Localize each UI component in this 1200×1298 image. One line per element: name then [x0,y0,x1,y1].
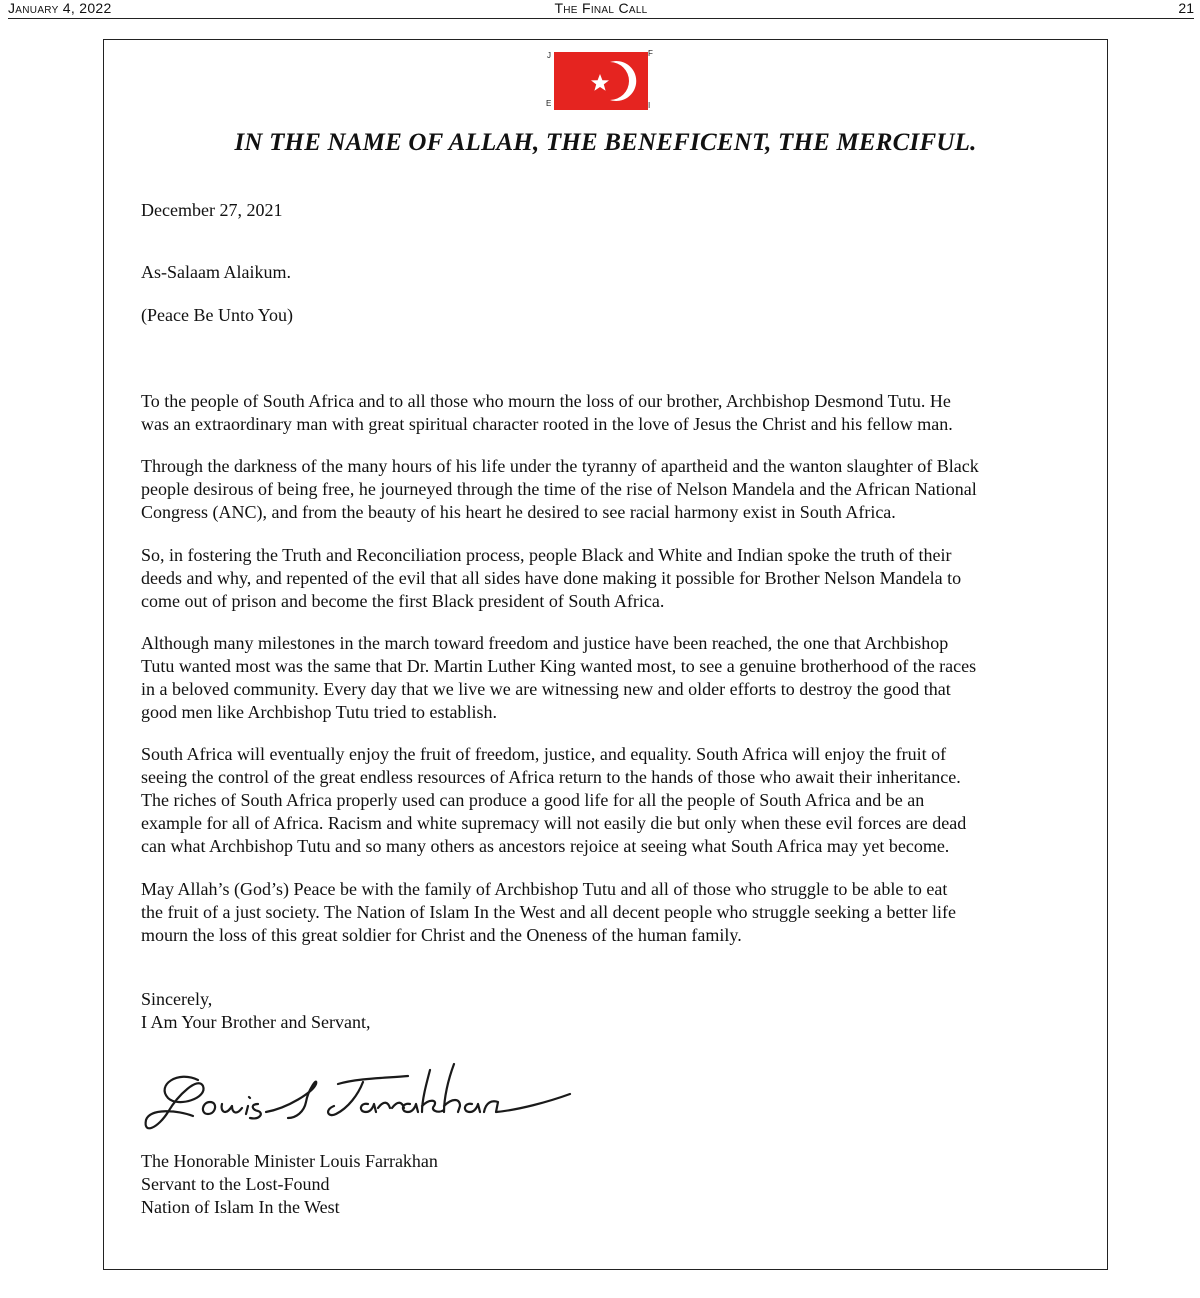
flag-letter-j: J [547,51,551,60]
paragraph-line: seeing the control of the great endless resources of Africa return to the hands of those who await their inheritance. [141,767,961,787]
flag-emblem [542,47,660,113]
paragraph-line: good men like Archbishop Tutu tried to establish. [141,702,497,722]
flag-letter-i: I [648,101,651,110]
page-number: 21 [1178,0,1194,16]
paragraph-line: the fruit of a just society. The Nation of Islam In the West and all decent people who struggle seeking a better life [141,902,956,922]
closing: Sincerely, [141,989,213,1009]
publication-name: The Final Call [554,0,648,16]
invocation-heading: IN THE NAME OF ALLAH, THE BENEFICENT, THE MERCIFUL. [234,129,977,156]
greeting-translation: (Peace Be Unto You) [141,305,293,325]
paragraph-1 [141,390,1101,436]
paragraph-line: was an extraordinary man with great spiritual character rooted in the love of Jesus the Christ and his fellow man. [141,414,953,434]
paragraph-line: example for all of Africa. Racism and white supremacy will not easily die but only when these evil forces are dead [141,813,967,833]
paragraph-line: people desirous of being free, he journeyed through the time of the rise of Nelson Mandela and the African National [141,479,977,499]
paragraph-line: come out of prison and become the first Black president of South Africa. [141,591,665,611]
paragraph-line: Tutu wanted most was the same that Dr. Martin Luther King wanted most, to see a genuine brotherhood of the races [141,656,977,676]
signatory-name: The Honorable Minister Louis Farrakhan [141,1151,438,1171]
paragraph-line: So, in fostering the Truth and Reconciliation process, people Black and White and Indian spoke the truth of their [141,545,952,565]
flag-icon [554,52,651,110]
greeting: As-Salaam Alaikum. [141,262,291,282]
paragraph-4 [141,632,1101,724]
paragraph-line: deeds and why, and repented of the evil that all sides have done making it possible for Brother Nelson Mandela to [141,568,962,588]
signatory-title: Servant to the Lost-Found [141,1174,330,1194]
paragraph-line: in a beloved community. Every day that we live we are witnessing new and older efforts to destroy the good that [141,679,951,699]
flag-letter-f: F [648,49,653,58]
paragraph-line: Although many milestones in the march toward freedom and justice have been reached, the one that Archbishop [141,633,949,653]
flag-letter-e: E [546,99,552,108]
paragraph-line: Congress (ANC), and from the beauty of his heart he desired to see racial harmony exist in South Africa. [141,502,896,522]
paragraph-line: May Allah’s (God’s) Peace be with the family of Archbishop Tutu and all of those who struggle to be able to eat [141,879,948,899]
paragraph-2 [141,455,1101,524]
paragraph-line: To the people of South Africa and to all those who mourn the loss of our brother, Archbishop Desmond Tutu. He [141,391,951,411]
paragraph-line: The riches of South Africa properly used can produce a good life for all the people of South Africa and be an [141,790,925,810]
paragraph-5 [141,743,1101,858]
paragraph-line: can what Archbishop Tutu and so many others as ancestors rejoice at seeing what South Africa may yet become. [141,836,950,856]
paragraph-line: mourn the loss of this great soldier for Christ and the Oneness of the human family. [141,925,742,945]
signatory-organization: Nation of Islam In the West [141,1197,340,1217]
paragraph-line: South Africa will eventually enjoy the fruit of freedom, justice, and equality. South Africa will enjoy the fruit of [141,744,947,764]
letter-date: December 27, 2021 [141,200,283,220]
running-header [8,0,1194,19]
closing-line-2: I Am Your Brother and Servant, [141,1012,371,1032]
issue-date: January 4, 2022 [8,0,112,16]
paragraph-line: Through the darkness of the many hours of his life under the tyranny of apartheid and the wanton slaughter of Black [141,456,979,476]
signature-image [138,1050,588,1145]
paragraph-6 [141,878,1101,947]
paragraph-3 [141,544,1101,613]
signature-block [141,1150,438,1219]
